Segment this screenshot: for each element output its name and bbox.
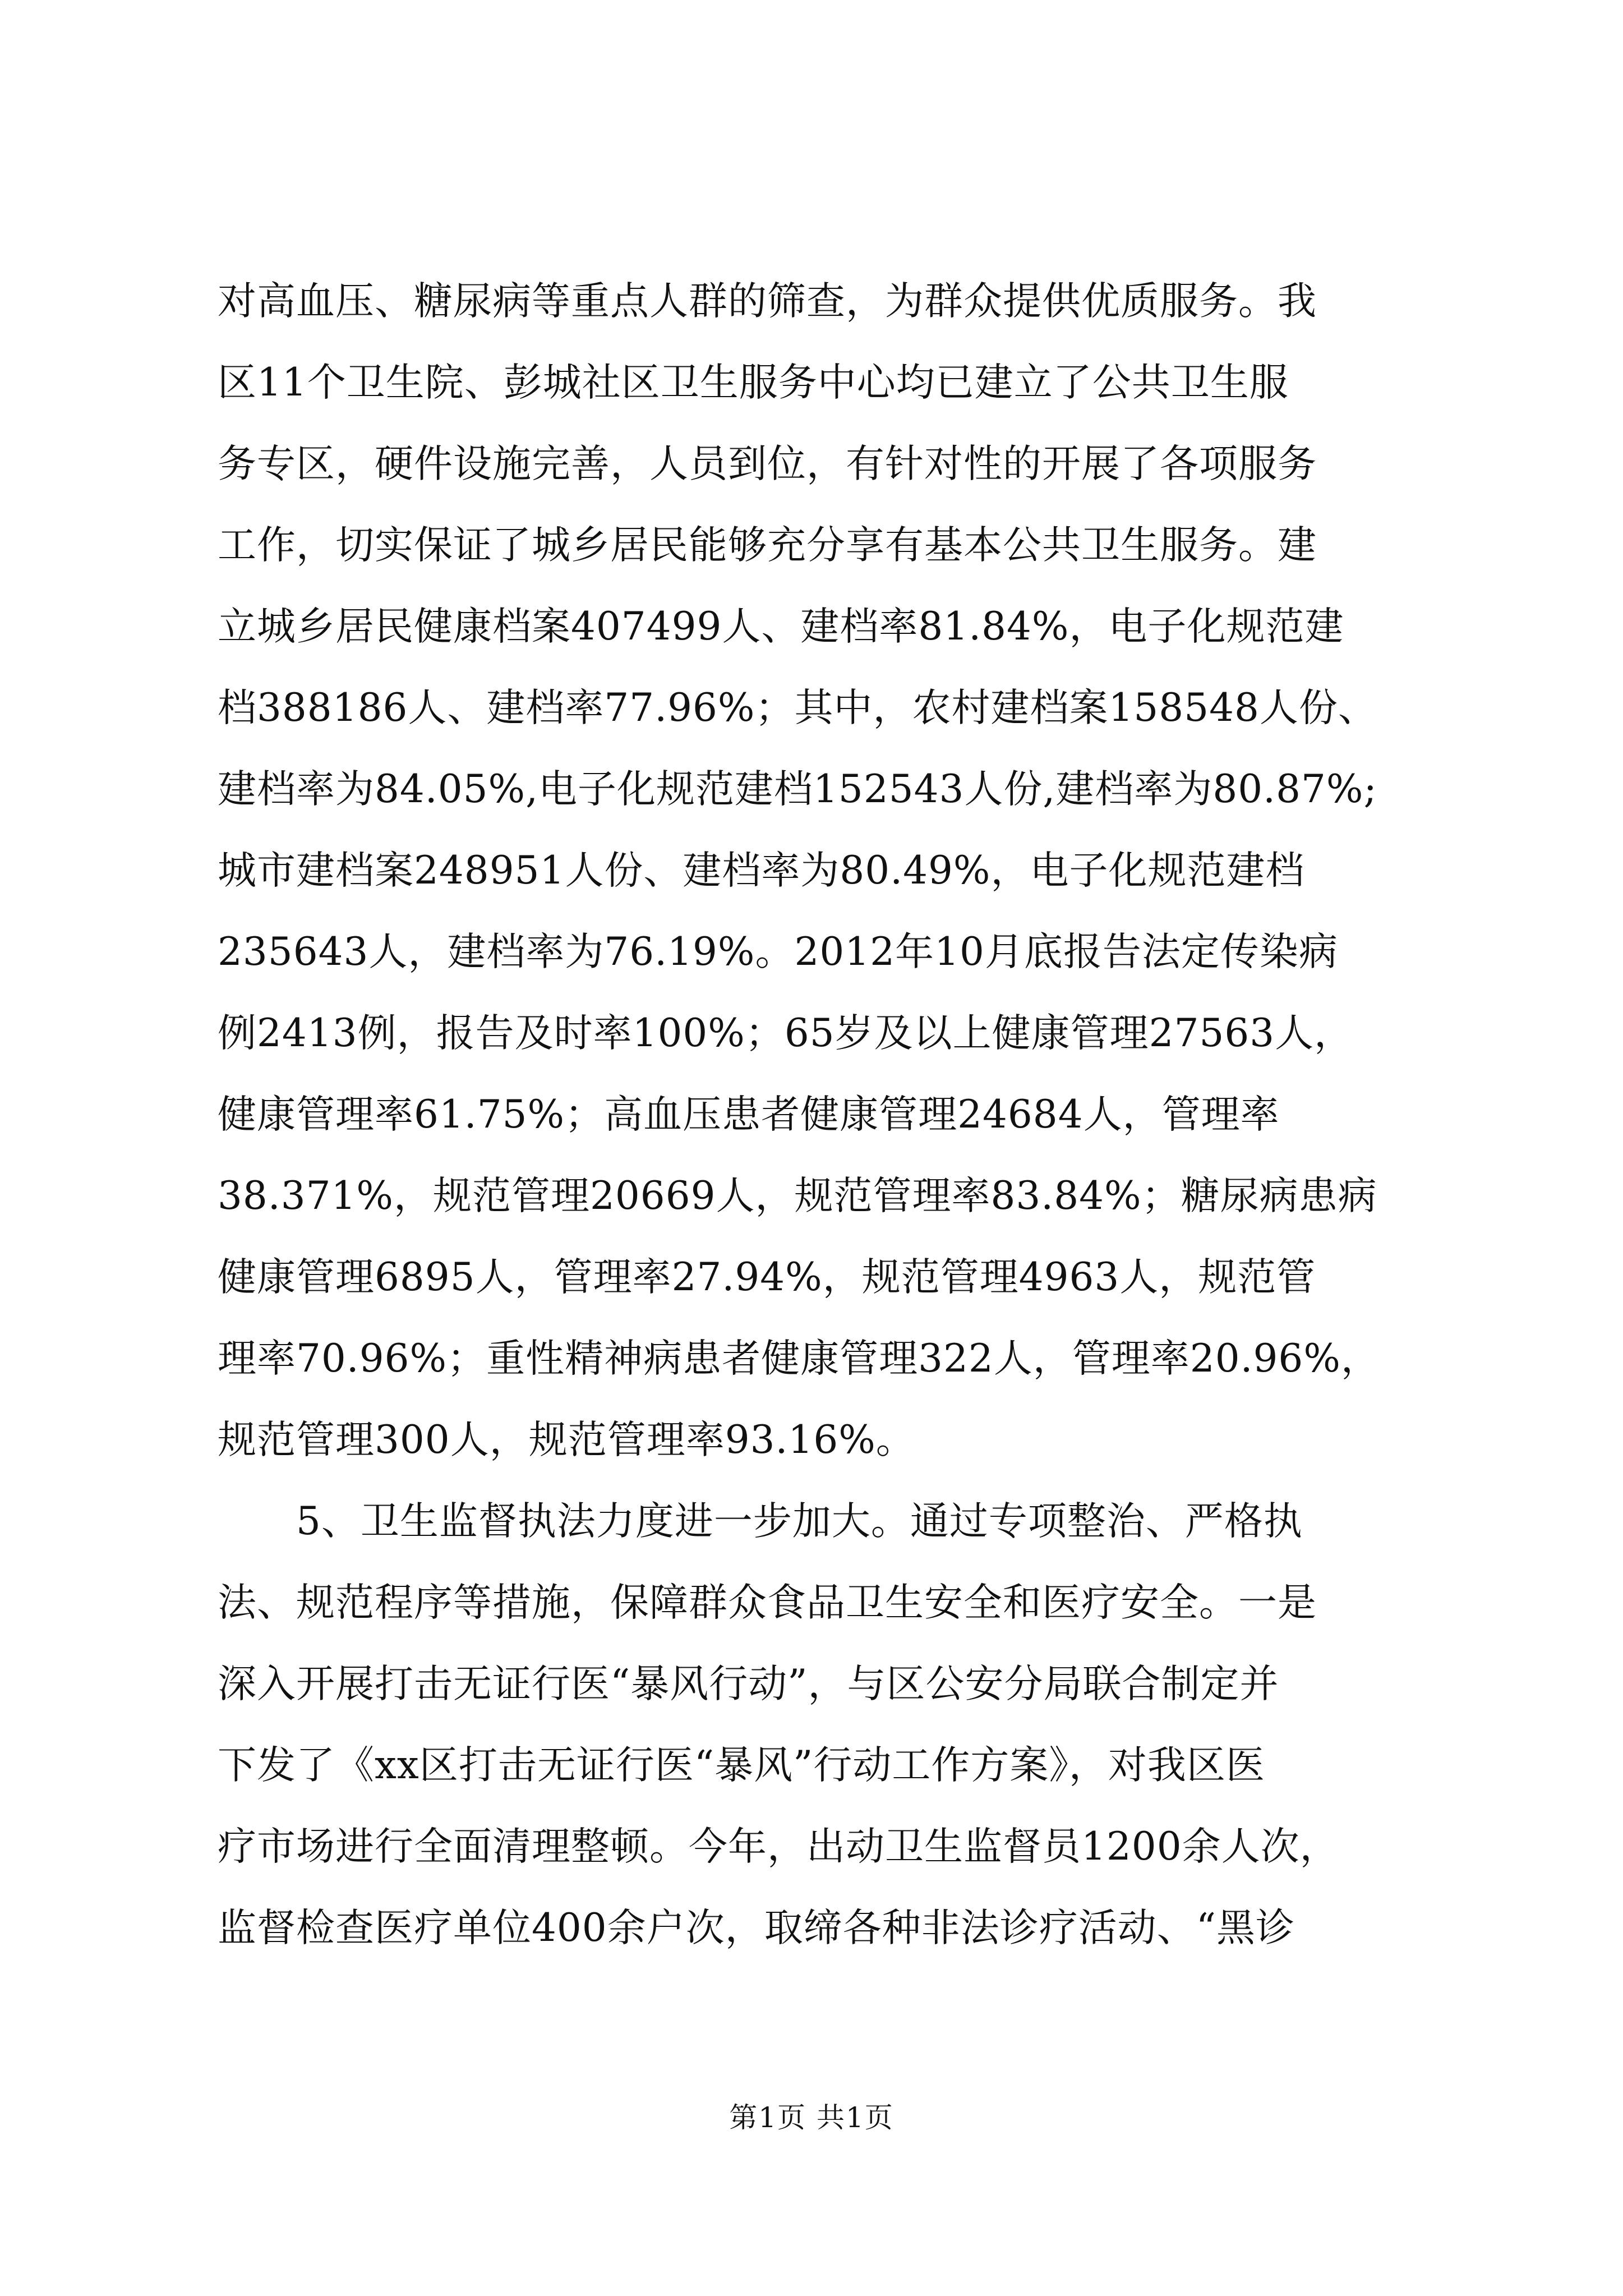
text-line: 规范管理300人，规范管理率93.16%。	[218, 1418, 915, 1462]
text-line: 235643人，建档率为76.19%。2012年10月底报告法定传染病	[218, 930, 1338, 974]
text-line: 健康管理率61.75%；高血压患者健康管理24684人，管理率	[218, 1092, 1280, 1137]
text-line: 理率70.96%；重性精神病患者健康管理322人，管理率20.96%，	[218, 1336, 1380, 1381]
paragraph-start-line: 5、卫生监督执法力度进一步加大。通过专项整治、严格执	[296, 1499, 1303, 1544]
text-line: 38.371%，规范管理20669人，规范管理率83.84%；糖尿病患病	[218, 1174, 1377, 1218]
text-line: 疗市场进行全面清理整顿。今年，出动卫生监督员1200余人次，	[218, 1824, 1339, 1869]
text-line: 下发了《xx区打击无证行医“暴风”行动工作方案》，对我区医	[218, 1743, 1265, 1788]
text-line: 立城乡居民健康档案407499人、建档率81.84%，电子化规范建	[218, 604, 1344, 649]
text-line: 工作，切实保证了城乡居民能够充分享有基本公共卫生服务。建	[218, 523, 1317, 568]
text-line: 法、规范程序等措施，保障群众食品卫生安全和医疗安全。一是	[218, 1580, 1317, 1625]
text-line: 档388186人、建档率77.96%；其中，农村建档案158548人份、	[218, 685, 1377, 730]
text-line: 建档率为84.05%,电子化规范建档152543人份,建档率为80.87%;	[218, 767, 1377, 812]
page-footer	[0, 2101, 1623, 2134]
body-text	[218, 261, 1418, 1969]
text-line: 城市建档案248951人份、建档率为80.49%，电子化规范建档	[218, 848, 1305, 893]
text-line: 例2413例，报告及时率100%；65岁及以上健康管理27563人，	[218, 1011, 1354, 1056]
text-line: 对高血压、糖尿病等重点人群的筛查，为群众提供优质服务。我	[218, 279, 1317, 324]
text-line: 深入开展打击无证行医“暴风行动”，与区公安分局联合制定并	[218, 1662, 1279, 1706]
text-line: 健康管理6895人，管理率27.94%，规范管理4963人，规范管	[218, 1255, 1316, 1300]
text-line: 监督检查医疗单位400余户次，取缔各种非法诊疗活动、“黑诊	[218, 1906, 1295, 1950]
page-number-label: 第1页 共1页	[729, 2101, 894, 2134]
text-line: 务专区，硬件设施完善，人员到位，有针对性的开展了各项服务	[218, 441, 1317, 486]
text-line: 区11个卫生院、彭城社区卫生服务中心均已建立了公共卫生服	[218, 360, 1289, 405]
